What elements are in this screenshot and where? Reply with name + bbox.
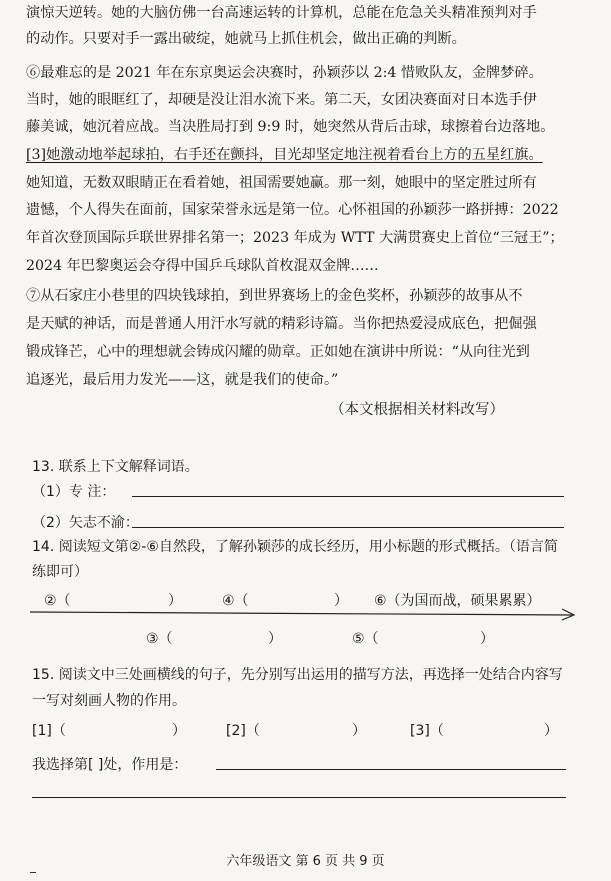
blank-15-1-close: ） [172,723,186,739]
page-footer: 六年级语文 第 6 页 共 9 页 [226,854,385,869]
passage-line: 锻成锋芒，心中的理想就会铸成闪耀的勋章。正如她在演讲中所说：“从向往光到 [26,344,530,360]
passage-line: 遗憾，个人得失在面前，国家荣誉永远是第一位。心怀祖国的孙颖莎一路拼搏：2022 [26,202,559,218]
question-15-title-cont: 一写对刻画人物的作用。 [32,693,186,709]
blank-14-2-open[interactable]: ②（ [44,593,71,609]
question-13-item-1: （1）专 注： [32,484,116,500]
passage-line: ⑥最难忘的是 2021 年在东京奥运会决赛时，孙颖莎以 2:4 惜败队友，金牌梦碎。 [26,65,543,81]
blank-15-2-open[interactable]: [2]（ [226,723,260,739]
passage-line: 藤美诚，她沉着应战。当决胜局打到 9:9 时，她突然从背后击球，球擦着台边落地。 [26,119,555,135]
blank-14-2-close: ） [168,593,182,609]
answer-line-15-2[interactable] [32,797,566,798]
blank-14-5-open[interactable]: ⑤（ [352,631,379,647]
blank-14-4-close: ） [334,593,348,609]
answer-line-13-2[interactable] [132,527,564,528]
passage-line: ⑦从石家庄小巷里的四块钱球拍，到世界赛场上的金色奖杯，孙颖莎的故事从不 [26,288,523,304]
passage-source: （本文根据相关材料改写） [330,402,504,418]
question-13-item-2: （2）矢志不渝： [32,515,139,531]
question-15-choose: 我选择第[ ]处，作用是： [32,757,188,773]
blank-15-1-open[interactable]: [1]（ [32,723,66,739]
blank-15-3-open[interactable]: [3]（ [410,723,444,739]
question-14-title-cont: 练即可） [32,564,88,580]
answer-line-13-1[interactable] [132,496,564,497]
passage-line: 2024 年巴黎奥运会夺得中国乒乓球队首枚混双金牌…… [26,258,379,274]
passage-line: 她知道，无数双眼睛正在看着她，祖国需要她赢。那一刻，她眼中的坚定胜过所有 [26,175,537,191]
question-13-title: 13. 联系上下文解释词语。 [32,459,199,475]
passage-line: 演惊天逆转。她的大脑仿佛一台高速运转的计算机，总能在危急关头精准预判对手 [26,5,537,21]
blank-14-4-open[interactable]: ④（ [222,593,249,609]
blank-15-2-close: ） [352,723,366,739]
item-14-6: ⑥（为国而战，硕果累累） [374,593,541,609]
passage-line: 追逐光，最后用力发光——这，就是我们的使命。” [26,372,339,388]
blank-14-5-close: ） [480,631,494,647]
underlined-sentence-3: [3]她激动地举起球拍，右手还在颤抖，目光却坚定地注视着看台上方的五星红旗。 [26,147,543,163]
passage-line: 当时，她的眼眶红了，却硬是没让泪水流下来。第二天，女团决赛面对日本选手伊 [26,92,537,108]
passage-line: 的动作。只要对手一露出破绽，她就马上抓住机会，做出正确的判断。 [26,31,466,47]
corner-mark [30,872,36,873]
blank-14-3-open[interactable]: ③（ [146,631,173,647]
question-14-title: 14. 阅读短文第②-⑥自然段，了解孙颖莎的成长经历，用小标题的形式概括。（语言简 [32,539,558,555]
passage-line: 是天赋的神话，而是普通人用汗水写就的精彩诗篇。当你把热爱浸成底色，把倔强 [26,316,537,332]
question-15-title: 15. 阅读文中三处画横线的句子，先分别写出运用的描写方法，再选择一处结合内容写 [32,667,563,683]
answer-line-15-1[interactable] [216,769,566,770]
timeline-arrow [28,602,583,622]
blank-14-3-close: ） [268,631,282,647]
blank-15-3-close: ） [544,723,558,739]
passage-line: 年首次登顶国际乒联世界排名第一；2023 年成为 WTT 大满贯赛史上首位“三冠王”； [26,230,564,246]
